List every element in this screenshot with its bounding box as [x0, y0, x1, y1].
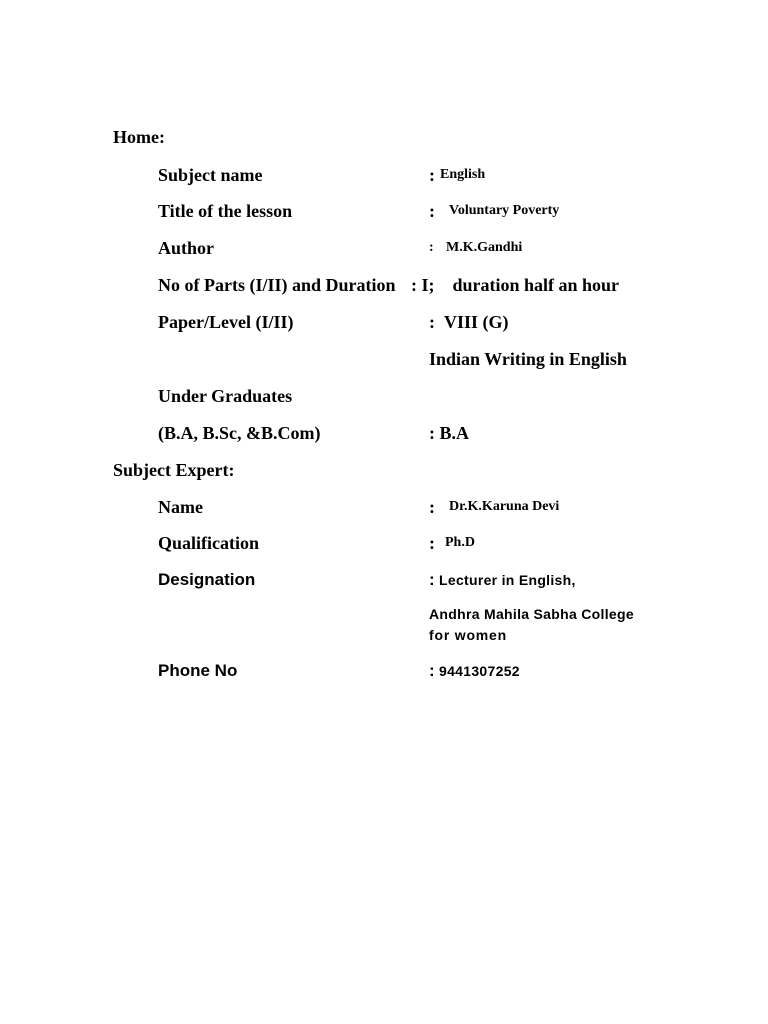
under-graduates-label: Under Graduates	[158, 386, 293, 406]
paper-level-label: Paper/Level (I/II)	[158, 312, 294, 332]
designation-value: Lecturer in English,	[439, 572, 576, 588]
degrees-value: : B.A	[429, 423, 469, 443]
author-colon: :	[429, 240, 434, 255]
degrees-label: (B.A, B.Sc, &B.Com)	[158, 423, 321, 443]
subject-expert-heading: Subject Expert:	[113, 460, 235, 480]
designation-label: Designation	[158, 570, 256, 589]
author-label: Author	[158, 238, 215, 258]
paper-level-value: VIII (G)	[444, 312, 509, 332]
expert-name-value: Dr.K.Karuna Devi	[449, 499, 560, 514]
designation-college-line2: for women	[429, 627, 507, 643]
designation-colon: :	[429, 570, 435, 589]
parts-duration-label: No of Parts (I/II) and Duration	[158, 275, 396, 295]
subject-name-label: Subject name	[158, 165, 263, 185]
author-value: M.K.Gandhi	[446, 240, 523, 255]
lesson-title-colon: :	[429, 201, 435, 221]
designation-college: Andhra Mahila Sabha College	[429, 606, 634, 622]
qualification-label: Qualification	[158, 533, 260, 553]
qualification-colon: :	[429, 533, 435, 553]
lesson-title-label: Title of the lesson	[158, 201, 293, 221]
home-heading: Home:	[113, 127, 165, 147]
expert-name-colon: :	[429, 497, 435, 517]
qualification-value: Ph.D	[445, 535, 475, 550]
expert-name-label: Name	[158, 497, 203, 517]
parts-duration-value: : I; duration half an hour	[411, 275, 620, 295]
lesson-title-value: Voluntary Poverty	[449, 203, 560, 218]
subject-name-value: English	[440, 167, 486, 182]
subject-name-colon: :	[429, 165, 435, 185]
phone-colon: :	[429, 661, 435, 680]
phone-value: 9441307252	[439, 663, 520, 679]
paper-level-colon: :	[429, 312, 435, 332]
paper-level-subject: Indian Writing in English	[429, 349, 627, 369]
phone-label: Phone No	[158, 661, 238, 680]
